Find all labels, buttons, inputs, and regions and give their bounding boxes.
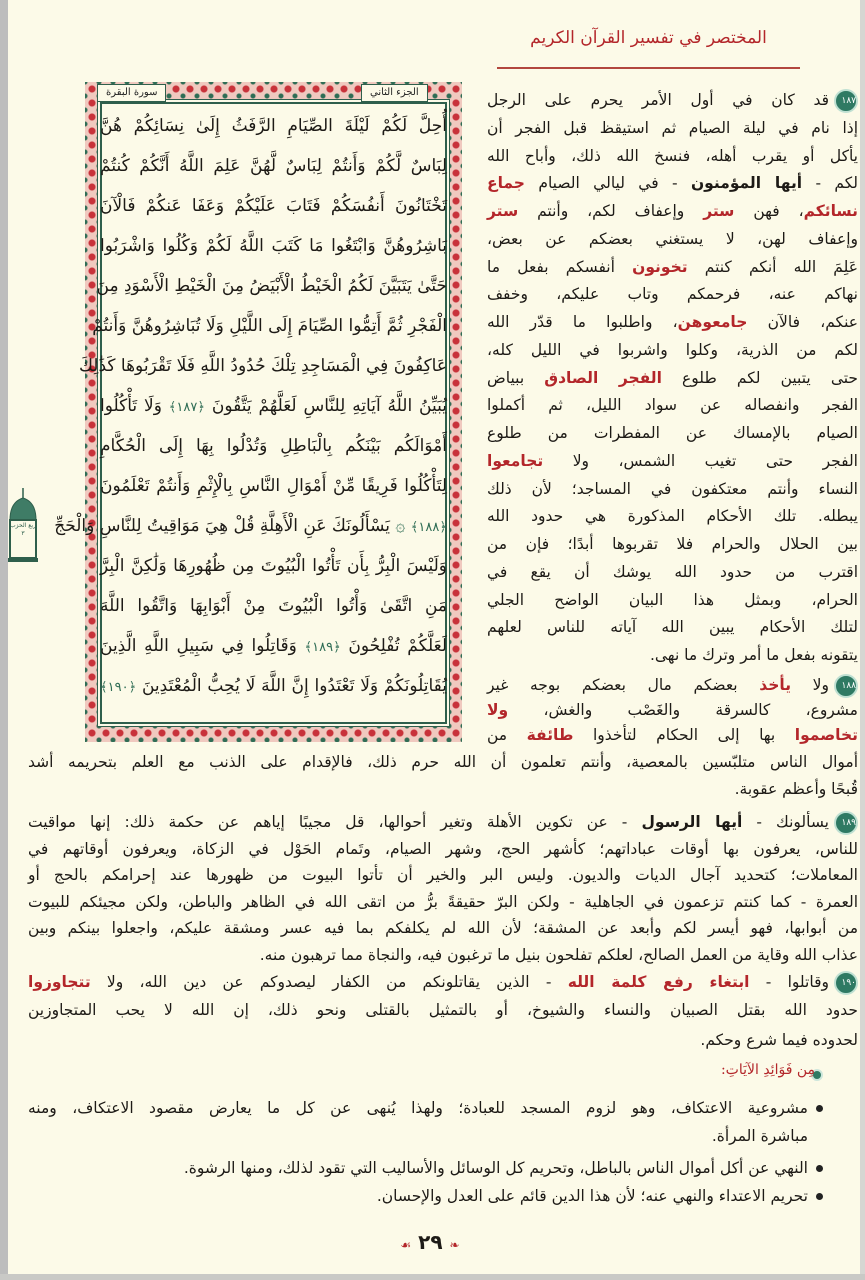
- hizb-marker-label: ربع الحزب ٣: [10, 522, 36, 537]
- text-segment: مَنِ اتَّقَىٰ وَأْتُوا الْبُيُوتَ مِنْ أَبْوَابِهَا وَاتَّقُوا اللَّهَ: [100, 596, 447, 616]
- tafsir-line: [28, 968, 858, 996]
- rub-el-hizb-icon: ۞: [395, 516, 406, 536]
- verse-number-badge: ١٨٨: [834, 674, 858, 698]
- text-segment: يَسْأَلُونَكَ عَنِ الْأَهِلَّةِ قُلْ هِيَ مَوَاقِيتُ لِلنَّاسِ وَالْحَجِّ: [54, 516, 396, 536]
- text-segment: يتقونه بفعل ما أمر وترك ما نهى.: [649, 646, 858, 664]
- text-segment: مشروع، كالسرقة والغَصْب والغش،: [508, 701, 858, 719]
- text-segment: العمرة - كما كنتم تزعمون في الجاهلية - ولكن البرّ حقيقةً برُّ من اتقى الله في الظاهر والباطن، ولكن مجيئكم للبيوت: [28, 892, 858, 911]
- scan-edge-bottom: [0, 1274, 865, 1280]
- quran-line: [100, 426, 447, 466]
- text-segment: وإعفاف لكم، وأنتم: [518, 202, 704, 220]
- verse-end-marker: ﴿١٩٠﴾: [100, 680, 137, 695]
- fawaid-item: مباشرة المرأة.: [711, 1127, 808, 1145]
- verse-end-marker: ﴿١٨٨﴾: [410, 520, 447, 535]
- tafsir-line: [487, 671, 858, 699]
- highlighted-term: طائفة: [526, 726, 574, 744]
- verse-number-badge: ١٨٩: [834, 811, 858, 835]
- tafsir-line: [487, 696, 858, 724]
- text-segment: النساء وأنتم معتكفون في المساجد؛ لأن ذلك: [487, 479, 858, 498]
- tafsir-line: [487, 586, 858, 614]
- tafsir-line: [28, 808, 858, 836]
- text-segment: لكم -: [802, 174, 859, 193]
- tafsir-line: [28, 941, 858, 969]
- verse-end-marker: ﴿١٨٧﴾: [168, 400, 205, 415]
- text-segment: لَعَلَّكُمْ تُفْلِحُونَ: [340, 636, 447, 656]
- tafsir-line: [487, 308, 858, 336]
- tafsir-line: [487, 641, 858, 669]
- text-segment: الصيام بالإمساك عن المفطرات من طلوع: [487, 424, 858, 442]
- verse-number-badge: ١٨٧: [834, 89, 858, 113]
- text-segment: تَخْتَانُونَ أَنفُسَكُمْ فَتَابَ عَلَيْكُمْ وَعَفَا عَنكُمْ فَالْآنَ: [100, 196, 447, 216]
- bold-term: أيها المؤمنون: [690, 174, 803, 193]
- text-segment: اقترب من حدود الله يوشك أن يقع في: [487, 562, 858, 581]
- tafsir-line: [28, 748, 858, 776]
- quran-line: [100, 146, 447, 186]
- tafsir-line: [487, 419, 858, 447]
- text-segment: - الذين يقاتلونكم من الكفار ليصدوكم عن دين الله، ولا: [90, 973, 568, 991]
- quran-line: [100, 586, 447, 626]
- text-segment: أُحِلَّ لَكُمْ لَيْلَةَ الصِّيَامِ الرَّفَثُ إِلَىٰ نِسَائِكُمْ هُنَّ: [100, 116, 447, 136]
- bullet-icon: [816, 1193, 823, 1200]
- tafsir-line: [487, 336, 858, 364]
- text-segment: يأكل أو يقرب أهله، فنسخ الله ذلك، وأباح الله: [487, 146, 858, 165]
- tafsir-line: [487, 613, 858, 641]
- text-segment: ببياض: [487, 368, 545, 387]
- tafsir-line: [487, 530, 858, 558]
- tafsir-line: [487, 253, 858, 281]
- text-segment: للناس، يعرفون بها أوقات عباداتهم؛ كأشهر الحج، وشهر الصيام، وتَمام الحَوْل في الزكاة، ويعرفون أوقاتهم في: [28, 839, 858, 858]
- tafsir-line: [487, 721, 858, 749]
- text-segment: أموال الناس متلبّسين بالمعصية، وأنتم تعلمون أن الله حرم ذلك، فالإقدام على الذنب مع العلم بتحريمه أشد: [28, 753, 858, 771]
- text-segment: عَاكِفُونَ فِي الْمَسَاجِدِ تِلْكَ حُدُودُ اللَّهِ فَلَا تَقْرَبُوهَا كَذَٰلِكَ: [78, 356, 447, 376]
- text-segment: وقاتلوا -: [749, 973, 829, 991]
- highlighted-term: تخونون: [632, 257, 688, 276]
- ornament-icon: ☙: [400, 1238, 412, 1252]
- text-segment: لِتَأْكُلُوا فَرِيقًا مِّنْ أَمْوَالِ النَّاسِ بِالْإِثْمِ وَأَنتُمْ تَعْلَمُونَ: [100, 476, 447, 496]
- quran-line: [100, 626, 447, 666]
- text-segment: ، فهن: [734, 202, 804, 220]
- tafsir-line: [487, 391, 858, 419]
- quran-line: [100, 466, 447, 506]
- text-segment: قُبحًا وأعظم عقوبة.: [734, 780, 858, 798]
- quran-line: [100, 186, 447, 226]
- quran-line: [96, 266, 447, 306]
- tafsir-line: [487, 280, 858, 308]
- fawaid-item: مشروعية الاعتكاف، وهو لزوم المسجد للعبادة؛ ولهذا يُنهى عن كل ما يعارض مقصود الاعتكاف، ومنه: [28, 1099, 808, 1117]
- surah-label: سورة البقرة: [97, 84, 166, 102]
- tafsir-line: [487, 197, 858, 225]
- bullet-icon: [816, 1165, 823, 1172]
- scan-edge-left: [0, 0, 8, 1280]
- text-segment: - عن تكوين الأهلة وتغير أحوالها، قل مجيبًا إياهم عن حكمة ذلك: إنها مواقيت: [28, 813, 642, 831]
- highlighted-term: يأخذ: [759, 676, 792, 694]
- quran-line: [100, 666, 447, 706]
- text-segment: عَلِمَ الله أنكم كنتم: [687, 257, 858, 276]
- page-number: [380, 1230, 480, 1254]
- tafsir-line: [28, 861, 858, 889]
- text-segment: - في ليالي الصيام: [524, 174, 691, 193]
- tafsir-line: [487, 364, 858, 392]
- tafsir-line: [487, 475, 858, 503]
- quran-line: [92, 306, 447, 346]
- verse-number-badge: ١٩٠: [834, 971, 858, 995]
- text-segment: لِبَاسٌ لَّكُمْ وَأَنتُمْ لِبَاسٌ لَّهُنَّ عَلِمَ اللَّهُ أَنَّكُمْ كُنتُمْ: [100, 156, 447, 176]
- verse-end-marker: ﴿١٨٩﴾: [304, 640, 341, 655]
- text-segment: لكم من الذرية، وكلوا واشربوا في الليل كله،: [487, 340, 858, 359]
- text-segment: حدود الله بقتل الصبيان والنساء والشيوخ، أو بالتمثيل بالقتلى ونحو ذلك، إن الله لا يحب المتجاوزين: [28, 1001, 858, 1019]
- text-segment: يُبَيِّنُ اللَّهُ آيَاتِهِ لِلنَّاسِ لَعَلَّهُمْ يَتَّقُونَ: [204, 396, 447, 416]
- text-segment: حتى يتبين لكم طلوع: [661, 368, 858, 387]
- tafsir-line: [487, 169, 858, 197]
- text-segment: نهاكم عنه، فرحمكم وتاب عليكم، وخفف: [487, 285, 858, 304]
- tafsir-line: [487, 502, 858, 530]
- text-segment: لتلك الأحكام يبين الله آياته للناس لعلهم: [487, 618, 858, 637]
- highlighted-term: تتجاوزوا: [28, 973, 91, 991]
- text-segment: الحرام، وبمثل هذا البيان الواضح الجلي: [487, 590, 858, 609]
- text-segment: وإعفاف لهن، لا يستغني بعضكم عن بعض،: [487, 229, 858, 248]
- highlighted-term: ستر: [703, 202, 735, 220]
- tafsir-line: [28, 888, 858, 916]
- text-segment: يبطله. تلك الأحكام المذكورة هي حدود الله: [487, 507, 858, 526]
- tafsir-line: [487, 558, 858, 586]
- text-segment: لحدوده فيما شرع وحكم.: [700, 1031, 858, 1049]
- quran-line: [100, 226, 447, 266]
- text-segment: من: [487, 726, 527, 744]
- text-segment: من أبوابها، فهو أيسر لكم وأبعد عن المشقة؛ لأن الله لم يكلفكم بما فيه عسر ومشقة عليكم، واجعلوا بينكم وبين: [28, 919, 858, 938]
- text-segment: بعضكم مال بعضكم بوجه غير: [487, 676, 760, 694]
- tafsir-line: [487, 142, 858, 170]
- quran-line: [78, 346, 447, 386]
- text-segment: إذا نام في ليلة الصيام ثم استيقظ قبل الفجر أن: [487, 118, 858, 137]
- text-segment: وَلَيْسَ الْبِرُّ بِأَن تَأْتُوا الْبُيُوتَ مِن ظُهُورِهَا وَلَٰكِنَّ الْبِرَّ: [100, 556, 447, 576]
- fawaid-heading: مِن فَوَائِدِ الآيَاتِ:: [720, 1062, 815, 1078]
- text-segment: وَلَا تَأْكُلُوا: [100, 396, 169, 416]
- ornament-icon: ❧: [449, 1238, 460, 1252]
- quran-line: [100, 386, 447, 426]
- bullet-icon: [816, 1105, 823, 1112]
- tafsir-line: [28, 914, 858, 942]
- text-segment: بين الحلال والحرام فلا تقربوها أبدًا؛ فإن من: [487, 535, 858, 553]
- page-number-value: ٢٩: [418, 1230, 443, 1254]
- highlighted-term: جماع: [487, 174, 525, 193]
- text-segment: ، واطلبوا ما قدّر الله: [487, 313, 678, 331]
- highlighted-term: ابتغاء رفع كلمة الله: [567, 973, 750, 991]
- highlighted-term: تخاصموا: [794, 726, 858, 744]
- tafsir-line: [28, 835, 858, 863]
- text-segment: عنكم، فالآن: [747, 313, 858, 331]
- juz-label: الجزء الثاني: [361, 84, 428, 102]
- book-title: المختصر في تفسير القرآن الكريم: [530, 28, 767, 48]
- highlighted-term: جامعوهن: [677, 313, 748, 331]
- text-segment: الفجر حتى تغيب الشمس، ولا: [543, 451, 858, 470]
- fawaid-item: النهي عن أكل أموال الناس بالباطل، وتحريم كل الوسائل والأساليب التي تقود لذلك، ومنها الرشوة.: [183, 1159, 808, 1177]
- tafsir-line: [28, 996, 858, 1024]
- tafsir-line: [487, 225, 858, 253]
- quran-line: [100, 546, 447, 586]
- scan-edge-right: [860, 0, 865, 1280]
- title-divider: [497, 67, 800, 69]
- text-segment: أَمْوَالَكُم بَيْنَكُم بِالْبَاطِلِ وَتُدْلُوا بِهَا إِلَى الْحُكَّامِ: [100, 436, 447, 456]
- quran-line: [100, 106, 447, 146]
- quran-line: [54, 506, 447, 546]
- text-segment: عذاب الله وقاية من العمل الصالح، لعلكم تفلحون بنيل ما ترغبون فيه، والنجاة مما ترهبون منه.: [259, 946, 858, 964]
- text-segment: يسألونك -: [742, 813, 829, 831]
- fawaid-item: تحريم الاعتداء والنهي عنه؛ لأن هذا الدين قائم على العدل والإحسان.: [376, 1187, 808, 1205]
- highlighted-term: ولا: [487, 701, 509, 719]
- bold-term: أيها الرسول: [641, 813, 743, 831]
- text-segment: قد كان في أول الأمر يحرم على الرجل: [487, 91, 829, 109]
- text-segment: بها إلى الحكام لتأخذوا: [573, 726, 795, 744]
- tafsir-line: [487, 86, 858, 114]
- tafsir-line: [28, 775, 858, 803]
- highlighted-term: تجامعوا: [487, 451, 544, 470]
- highlighted-term: نسائكم: [803, 202, 858, 220]
- text-segment: الْفَجْرِ ثُمَّ أَتِمُّوا الصِّيَامَ إِلَى اللَّيْلِ وَلَا تُبَاشِرُوهُنَّ وَأَنتُمْ: [92, 316, 447, 336]
- highlighted-term: ستر: [487, 202, 519, 220]
- text-segment: بَاشِرُوهُنَّ وَابْتَغُوا مَا كَتَبَ اللَّهُ لَكُمْ وَكُلُوا وَاشْرَبُوا: [100, 236, 447, 256]
- text-segment: الفجر وانفصاله عن سواد الليل، ثم أكملوا: [487, 396, 858, 415]
- highlighted-term: الفجر الصادق: [544, 368, 662, 387]
- text-segment: ولا: [791, 676, 829, 694]
- text-segment: حَتَّىٰ يَتَبَيَّنَ لَكُمُ الْخَيْطُ الْأَبْيَضُ مِنَ الْخَيْطِ الْأَسْوَدِ مِنَ: [96, 276, 447, 296]
- text-segment: وَقَاتِلُوا فِي سَبِيلِ اللَّهِ الَّذِينَ: [100, 636, 305, 656]
- text-segment: أنفسكم بفعل ما: [487, 257, 633, 276]
- tafsir-line: [28, 1026, 858, 1054]
- tafsir-line: [487, 114, 858, 142]
- text-segment: المعاملات؛ كتحديد آجال الديات والديون. وليس البر والخير أن تأتوا البيوت من ظهورها عند إحرامكم بالحج أو: [28, 866, 858, 885]
- text-segment: يُقَاتِلُونَكُمْ وَلَا تَعْتَدُوا إِنَّ اللَّهَ لَا يُحِبُّ الْمُعْتَدِينَ: [136, 676, 447, 696]
- tafsir-line: [487, 447, 858, 475]
